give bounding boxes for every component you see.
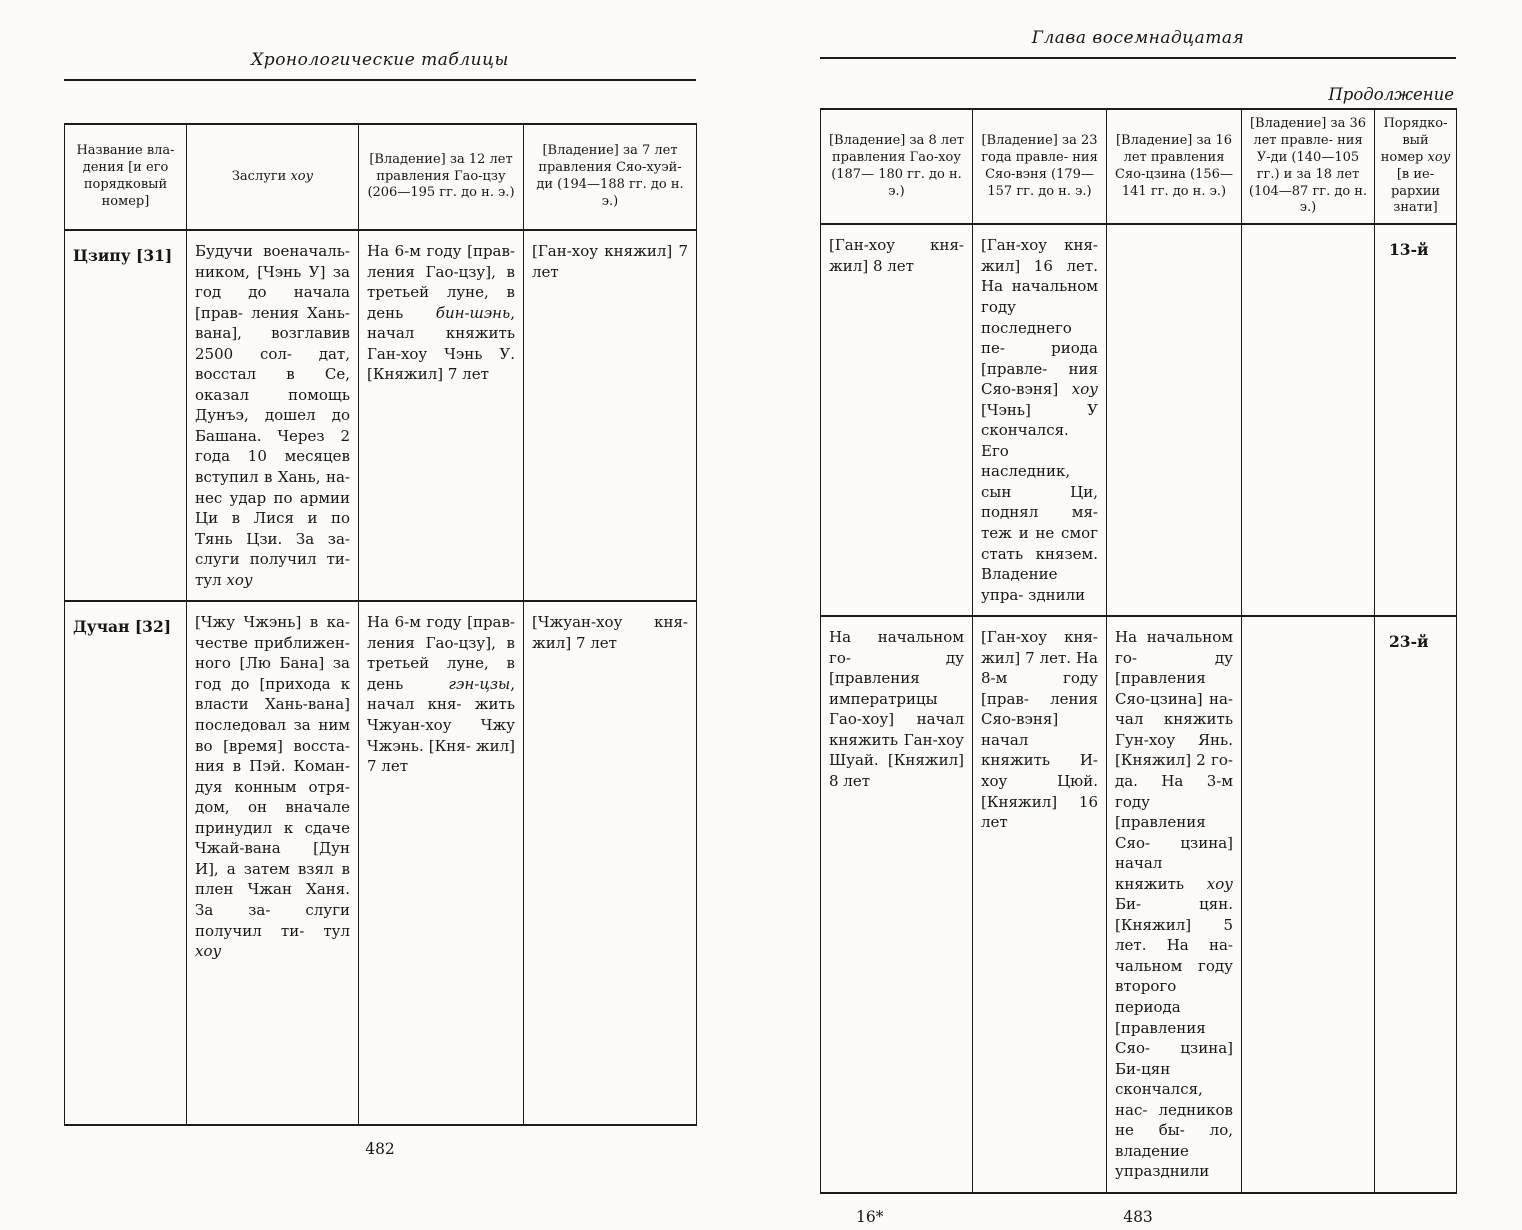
table-row xyxy=(65,230,697,601)
footer-left-page xyxy=(64,1140,696,1162)
header-xiaojing-reign: [Владение] за 16 лет правления Сяо-цзина (156— 141 гг. до н. э.) xyxy=(1107,109,1242,224)
cell-merits: Будучи военачаль- ником, [Чэнь У] за год до начала [прав- ления Хань-вана], возглавив 2500 сол- дат, восстал в Се, оказал помощь Дунъэ, дошел до Башана. Через 2 года 10 месяцев вступил в Хань, на- нес удар по армии Ци в Лися и по Тянь Цзи. За за- слуги получил ти- тул хоу xyxy=(187,230,359,601)
header-gaozu-reign: [Владение] за 12 лет правления Гао-цзу (206—195 гг. до н. э.) xyxy=(359,124,524,230)
cell-xiaohui: [Ган-хоу княжил] 7 лет xyxy=(524,230,697,601)
cell-rank: 13-й xyxy=(1375,224,1457,616)
header-merits: Заслуги хоу xyxy=(187,124,359,230)
cell-rank: 23-й xyxy=(1375,616,1457,1193)
table-row xyxy=(821,224,1457,616)
table-header-row xyxy=(65,124,697,230)
cell-xiaowen: [Ган-хоу кня- жил] 7 лет. На 8-м году [прав- ления Сяо-вэня] начал княжить И-хоу Цюй. [Княжил] 16 лет xyxy=(973,616,1107,1193)
header-gaohou-reign: [Владение] за 8 лет правления Гао-хоу (187— 180 гг. до н. э.) xyxy=(821,109,973,224)
cell-merits: [Чжу Чжэнь] в ка- честве приближен- ного [Лю Бана] за год до [прихода к власти Хань-вана] последовал за ним во [время] восста- ния в Пэй. Коман- дуя конным отря- дом, он вначале принудил к сдаче Чжай-вана [Дун И], а затем взял в плен Чжан Ханя. За за- слуги получил ти- тул хоу xyxy=(187,601,359,1125)
cell-xiaojing: На начальном го- ду [правления Сяо-цзина] на- чал княжить Гун-хоу Янь. [Княжил] 2 го- да. На 3-м году [правления Сяо- цзина] начал княжить хоу Би- цян. [Княжил] 5 лет. На на- чальном году второго периода [правления Сяо- цзина] Би-цян скончался, нас- ледников не бы- ло, владение упразднили xyxy=(1107,616,1242,1193)
header-wudi-reign: [Владение] за 36 лет правле- ния У-ди (140—105 гг.) и за 18 лет (104—87 гг. до н. э.) xyxy=(1242,109,1375,224)
table-row xyxy=(821,616,1457,1193)
table-row xyxy=(65,601,697,1125)
cell-xiaojing xyxy=(1107,224,1242,616)
header-domain-name: Название вла- дения [и его порядковый номер] xyxy=(65,124,187,230)
cell-xiaohui: [Чжуан-хоу кня- жил] 7 лет xyxy=(524,601,697,1125)
continuation-label: Продолжение xyxy=(1328,85,1454,104)
left-page xyxy=(64,0,696,1162)
cell-domain-name: Дучан [32] xyxy=(65,601,187,1125)
page-number: 482 xyxy=(365,1140,395,1159)
cell-gaohou: На начальном го- ду [правления императрицы Гао-хоу] начал княжить Ган-хоу Шуай. [Княжил] 8 лет xyxy=(821,616,973,1193)
printer-signature: 16* xyxy=(856,1207,884,1226)
chronology-table-right xyxy=(820,108,1457,1194)
cell-xiaowen: [Ган-хоу кня- жил] 16 лет. На начальном году последнего пе- риода [правле- ния Сяо-вэня] хоу [Чэнь] У скончался. Его наследник, сын Ци, поднял мя- теж и не смог стать князем. Владение упра- зднили xyxy=(973,224,1107,616)
header-rank: Порядко- вый номер хоу [в ие- рархии знати] xyxy=(1375,109,1457,224)
table-header-row xyxy=(821,109,1457,224)
right-page xyxy=(820,0,1456,1230)
cell-gaohou: [Ган-хоу кня- жил] 8 лет xyxy=(821,224,973,616)
chronology-table-left xyxy=(64,123,697,1126)
header-xiaohui-reign: [Владение] за 7 лет правления Сяо-хуэй- ди (194—188 гг. до н. э.) xyxy=(524,124,697,230)
running-head-right: Глава восемнадцатая xyxy=(820,28,1456,59)
page-number: 483 xyxy=(1123,1207,1153,1226)
header-xiaowen-reign: [Владение] за 23 года правле- ния Сяо-вэня (179—157 гг. до н. э.) xyxy=(973,109,1107,224)
cell-gaozu: На 6-м году [прав- ления Гао-цзу], в третьей луне, в день бин-шэнь, начал княжить Ган-хоу Чэнь У. [Княжил] 7 лет xyxy=(359,230,524,601)
running-head-left: Хронологические таблицы xyxy=(64,50,696,81)
cell-wudi xyxy=(1242,224,1375,616)
cell-domain-name: Цзипу [31] xyxy=(65,230,187,601)
cell-gaozu: На 6-м году [прав- ления Гао-цзу], в третьей луне, в день гэн-цзы, начал кня- жить Чжуан-хоу Чжу Чжэнь. [Кня- жил] 7 лет xyxy=(359,601,524,1125)
cell-wudi xyxy=(1242,616,1375,1193)
footer-right-page xyxy=(820,1208,1456,1230)
